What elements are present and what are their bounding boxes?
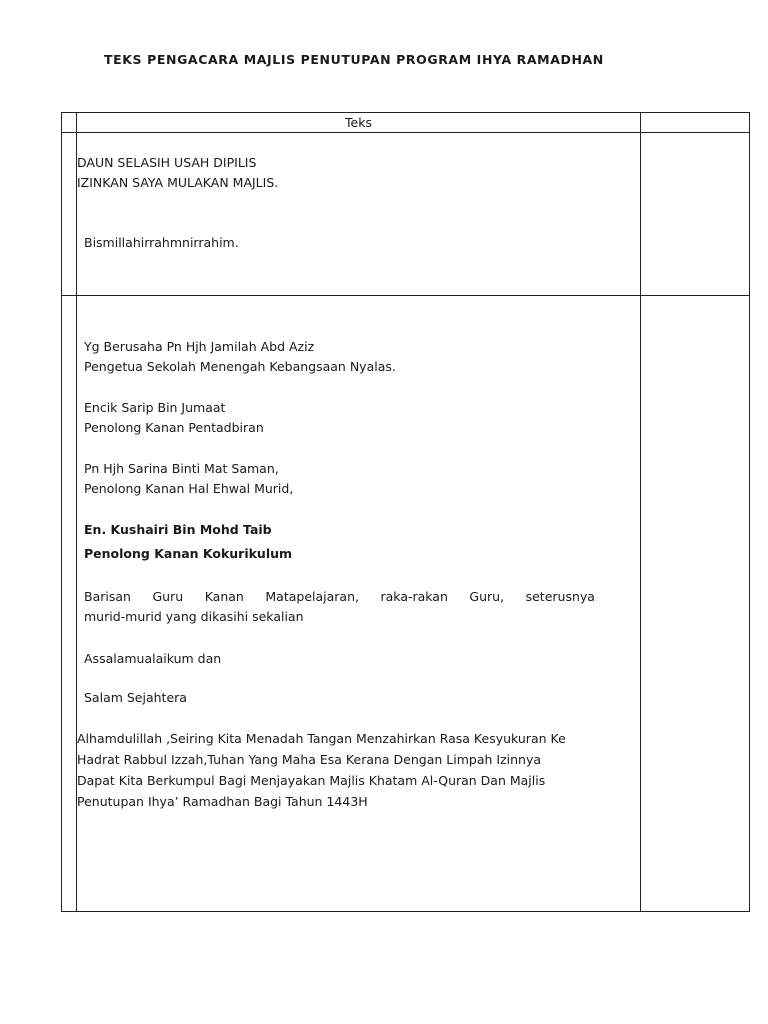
person-2-name: Encik Sarip Bin Jumaat: [84, 400, 226, 415]
greeting-text-cell: [77, 296, 641, 912]
person-1-title: Pengetua Sekolah Menengah Kebangsaan Nyalas.: [84, 359, 396, 374]
person-1-name: Yg Berusaha Pn Hjh Jamilah Abd Aziz: [84, 339, 315, 354]
opening-right-cell: [641, 133, 750, 296]
opening-text-cell: [77, 133, 641, 296]
barisan-line-1: [84, 587, 595, 607]
closing-line-1: Alhamdulillah ,Seiring Kita Menadah Tangan Menzahirkan Rasa Kesyukuran Ke: [77, 731, 566, 746]
script-table: [61, 112, 750, 912]
barisan-word: raka-rakan: [380, 589, 448, 604]
greeting-row: [62, 296, 750, 912]
barisan-line-2: murid-murid yang dikasihi sekalian: [84, 609, 304, 624]
closing-line-2: Hadrat Rabbul Izzah,Tuhan Yang Maha Esa Kerana Dengan Limpah Izinnya: [77, 752, 542, 767]
barisan-word: Kanan: [204, 589, 244, 604]
opening-row: [62, 133, 750, 296]
closing-line-3: Dapat Kita Berkumpul Bagi Menjayakan Majlis Khatam Al-Quran Dan Majlis: [77, 773, 546, 788]
salam-line-2: Salam Sejahtera: [84, 690, 187, 705]
barisan-word: Guru,: [469, 589, 505, 604]
barisan-word: Guru: [152, 589, 184, 604]
person-3-title: Penolong Kanan Hal Ehwal Murid,: [84, 481, 294, 496]
pantun-line-1: DAUN SELASIH USAH DIPILIS: [77, 155, 257, 170]
salam-line-1: Assalamualaikum dan: [84, 651, 222, 666]
header-label: Teks: [345, 115, 372, 130]
opening-left-cell: [62, 133, 77, 296]
barisan-word: seterusnya: [525, 589, 595, 604]
table-header-row: [62, 113, 750, 133]
greeting-left-cell: [62, 296, 77, 912]
person-4-name: En. Kushairi Bin Mohd Taib: [84, 522, 272, 537]
document-title: TEKS PENGACARA MAJLIS PENUTUPAN PROGRAM IHYA RAMADHAN: [104, 52, 604, 67]
header-text-cell: [77, 113, 641, 133]
greeting-right-cell: [641, 296, 750, 912]
closing-line-4: Penutupan Ihya’ Ramadhan Bagi Tahun 1443H: [77, 794, 368, 809]
person-3-name: Pn Hjh Sarina Binti Mat Saman,: [84, 461, 279, 476]
bismillah-text: Bismillahirrahmnirrahim.: [84, 235, 239, 250]
header-right-cell: [641, 113, 750, 133]
barisan-word: Barisan: [84, 589, 131, 604]
header-left-cell: [62, 113, 77, 133]
pantun-line-2: IZINKAN SAYA MULAKAN MAJLIS.: [77, 175, 279, 190]
person-4-title: Penolong Kanan Kokurikulum: [84, 546, 293, 561]
person-2-title: Penolong Kanan Pentadbiran: [84, 420, 264, 435]
barisan-word: Matapelajaran,: [265, 589, 359, 604]
